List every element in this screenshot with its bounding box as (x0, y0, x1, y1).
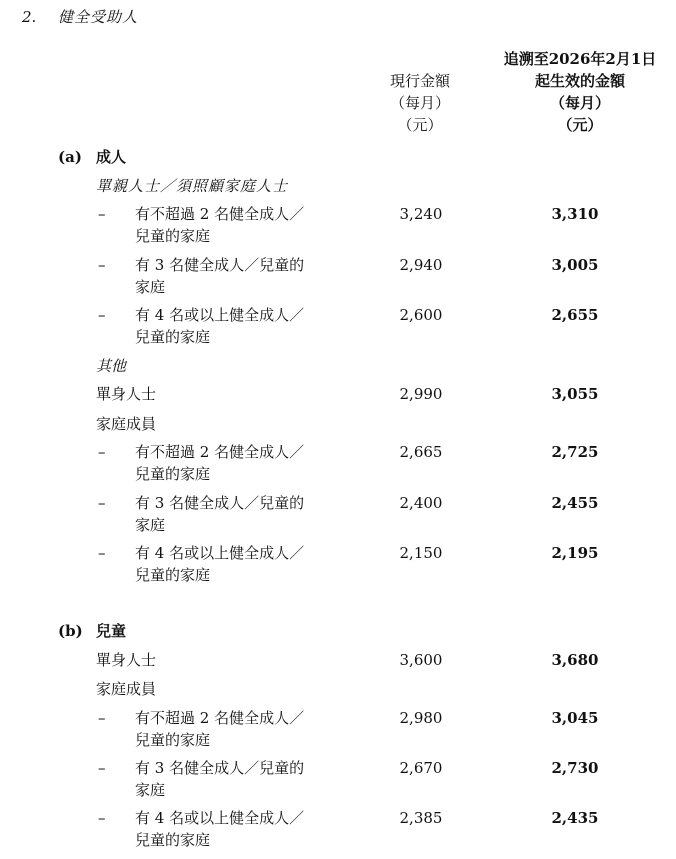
row-label (135, 757, 304, 801)
current-amount: 2,670 (399, 759, 443, 777)
dash: – (98, 709, 106, 727)
new-amount: 2,655 (551, 306, 599, 324)
new-amount-header (490, 48, 670, 136)
row-label (135, 254, 304, 298)
row-label (135, 707, 304, 751)
row-label-line1: 有 3 名健全成人／兒童的 (135, 494, 305, 512)
new-header-line1: 追溯至2026年2月1日 (503, 50, 657, 68)
single-person-label: 單身人士 (96, 651, 157, 669)
row-label-line1: 有不超過 2 名健全成人／ (135, 443, 305, 461)
row-label-line2: 兒童的家庭 (135, 227, 211, 245)
dash: – (98, 544, 106, 562)
dash: – (98, 494, 106, 512)
dash: – (98, 205, 106, 223)
current-amount: 2,990 (399, 385, 443, 403)
row-label (135, 441, 304, 485)
row-label-line2: 家庭 (135, 781, 166, 799)
current-amount: 2,150 (399, 544, 443, 562)
current-amount: 2,940 (399, 256, 443, 274)
new-amount: 3,310 (551, 205, 599, 223)
row-label-line2: 兒童的家庭 (135, 465, 211, 483)
row-label-line2: 兒童的家庭 (135, 831, 211, 849)
row-label-line2: 兒童的家庭 (135, 566, 211, 584)
row-label-line1: 有 3 名健全成人／兒童的 (135, 759, 305, 777)
dash: – (98, 809, 106, 827)
section-title: 健全受助人 (58, 8, 139, 26)
row-label-line2: 家庭 (135, 516, 166, 534)
dash: – (98, 759, 106, 777)
family-heading: 家庭成員 (96, 415, 157, 433)
row-label-line1: 有不超過 2 名健全成人／ (135, 709, 305, 727)
current-header-line2: （每月） (389, 94, 450, 112)
current-amount: 2,665 (399, 443, 443, 461)
row-label (135, 492, 304, 536)
current-amount: 2,980 (399, 709, 443, 727)
row-label-line2: 家庭 (135, 278, 166, 296)
new-amount: 3,045 (551, 709, 599, 727)
new-header-line2: 起生效的金額 (534, 72, 625, 90)
single-parent-heading: 單親人士／須照顧家庭人士 (96, 177, 289, 195)
new-amount: 2,435 (551, 809, 599, 827)
row-label-line1: 有 4 名或以上健全成人／ (135, 544, 305, 562)
dash: – (98, 443, 106, 461)
row-label (135, 203, 304, 247)
row-label (135, 304, 304, 348)
row-label-line1: 有 3 名健全成人／兒童的 (135, 256, 305, 274)
family-heading: 家庭成員 (96, 680, 157, 698)
children-label: (b) (58, 622, 83, 640)
new-amount: 2,730 (551, 759, 599, 777)
current-amount: 2,400 (399, 494, 443, 512)
children-title: 兒童 (96, 622, 127, 640)
current-amount: 3,240 (399, 205, 443, 223)
others-heading: 其他 (96, 357, 127, 375)
row-label-line1: 有 4 名或以上健全成人／ (135, 306, 305, 324)
dash: – (98, 256, 106, 274)
new-amount: 3,055 (551, 385, 599, 403)
current-amount: 2,600 (399, 306, 443, 324)
row-label-line2: 兒童的家庭 (135, 731, 211, 749)
new-amount: 2,195 (551, 544, 599, 562)
single-person-label: 單身人士 (96, 385, 157, 403)
current-amount: 3,600 (399, 651, 443, 669)
current-amount: 2,385 (399, 809, 443, 827)
adults-label: (a) (58, 148, 82, 166)
new-amount: 2,455 (551, 494, 599, 512)
row-label (135, 807, 304, 851)
new-amount: 2,725 (551, 443, 599, 461)
row-label (135, 542, 304, 586)
section-number: 2. (22, 8, 37, 26)
row-label-line1: 有不超過 2 名健全成人／ (135, 205, 305, 223)
row-label-line2: 兒童的家庭 (135, 328, 211, 346)
current-header-line1: 現行金額 (389, 72, 450, 90)
current-amount-header (370, 70, 470, 136)
adults-title: 成人 (96, 148, 127, 166)
current-header-line3: （元） (397, 116, 443, 134)
new-amount: 3,005 (551, 256, 599, 274)
new-amount: 3,680 (551, 651, 599, 669)
row-label-line1: 有 4 名或以上健全成人／ (135, 809, 305, 827)
new-header-line4: （元） (557, 116, 603, 134)
dash: – (98, 306, 106, 324)
new-header-line3: （每月） (549, 94, 610, 112)
